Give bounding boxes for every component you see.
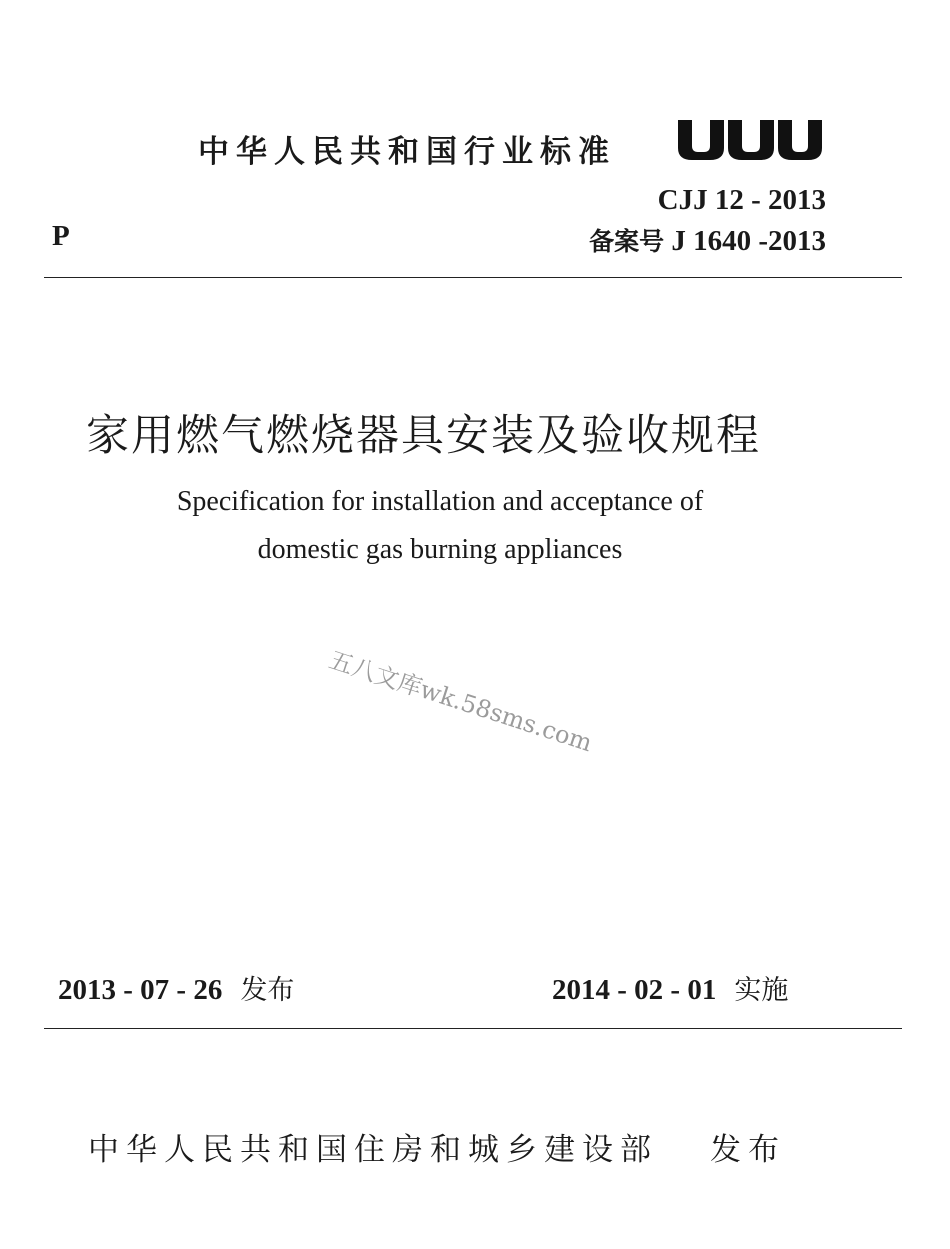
effective-date-line — [552, 968, 788, 1007]
watermark: 五八文库wk.58sms.com — [325, 645, 596, 758]
issue-label: 发布 — [240, 975, 295, 1006]
classification-code: P — [52, 220, 70, 252]
effective-label: 实施 — [734, 975, 789, 1006]
title-chinese: 家用燃气燃烧器具安装及验收规程 — [86, 411, 761, 461]
top-divider — [44, 277, 902, 278]
issue-date-line — [58, 968, 294, 1007]
record-number-line — [589, 222, 826, 258]
record-label: 备案号 — [589, 227, 665, 256]
title-english-line1: Specification for installation and acceptance of — [176, 486, 704, 517]
title-english — [0, 478, 880, 574]
cjj-logo — [676, 118, 826, 162]
standard-number: CJJ 12 - 2013 — [657, 184, 826, 216]
title-english-line2: domestic gas burning appliances — [257, 534, 623, 565]
publish-label: 发布 — [710, 1132, 786, 1168]
issue-date: 2013 - 07 - 26 — [58, 974, 223, 1006]
effective-date: 2014 - 02 - 01 — [552, 974, 717, 1006]
issuer-line — [88, 1124, 786, 1169]
issuer: 中华人民共和国住房和城乡建设部 — [88, 1132, 658, 1168]
bottom-divider — [44, 1028, 902, 1029]
record-number: J 1640 -2013 — [671, 225, 826, 257]
standard-category: 中华人民共和国行业标准 — [198, 134, 616, 170]
